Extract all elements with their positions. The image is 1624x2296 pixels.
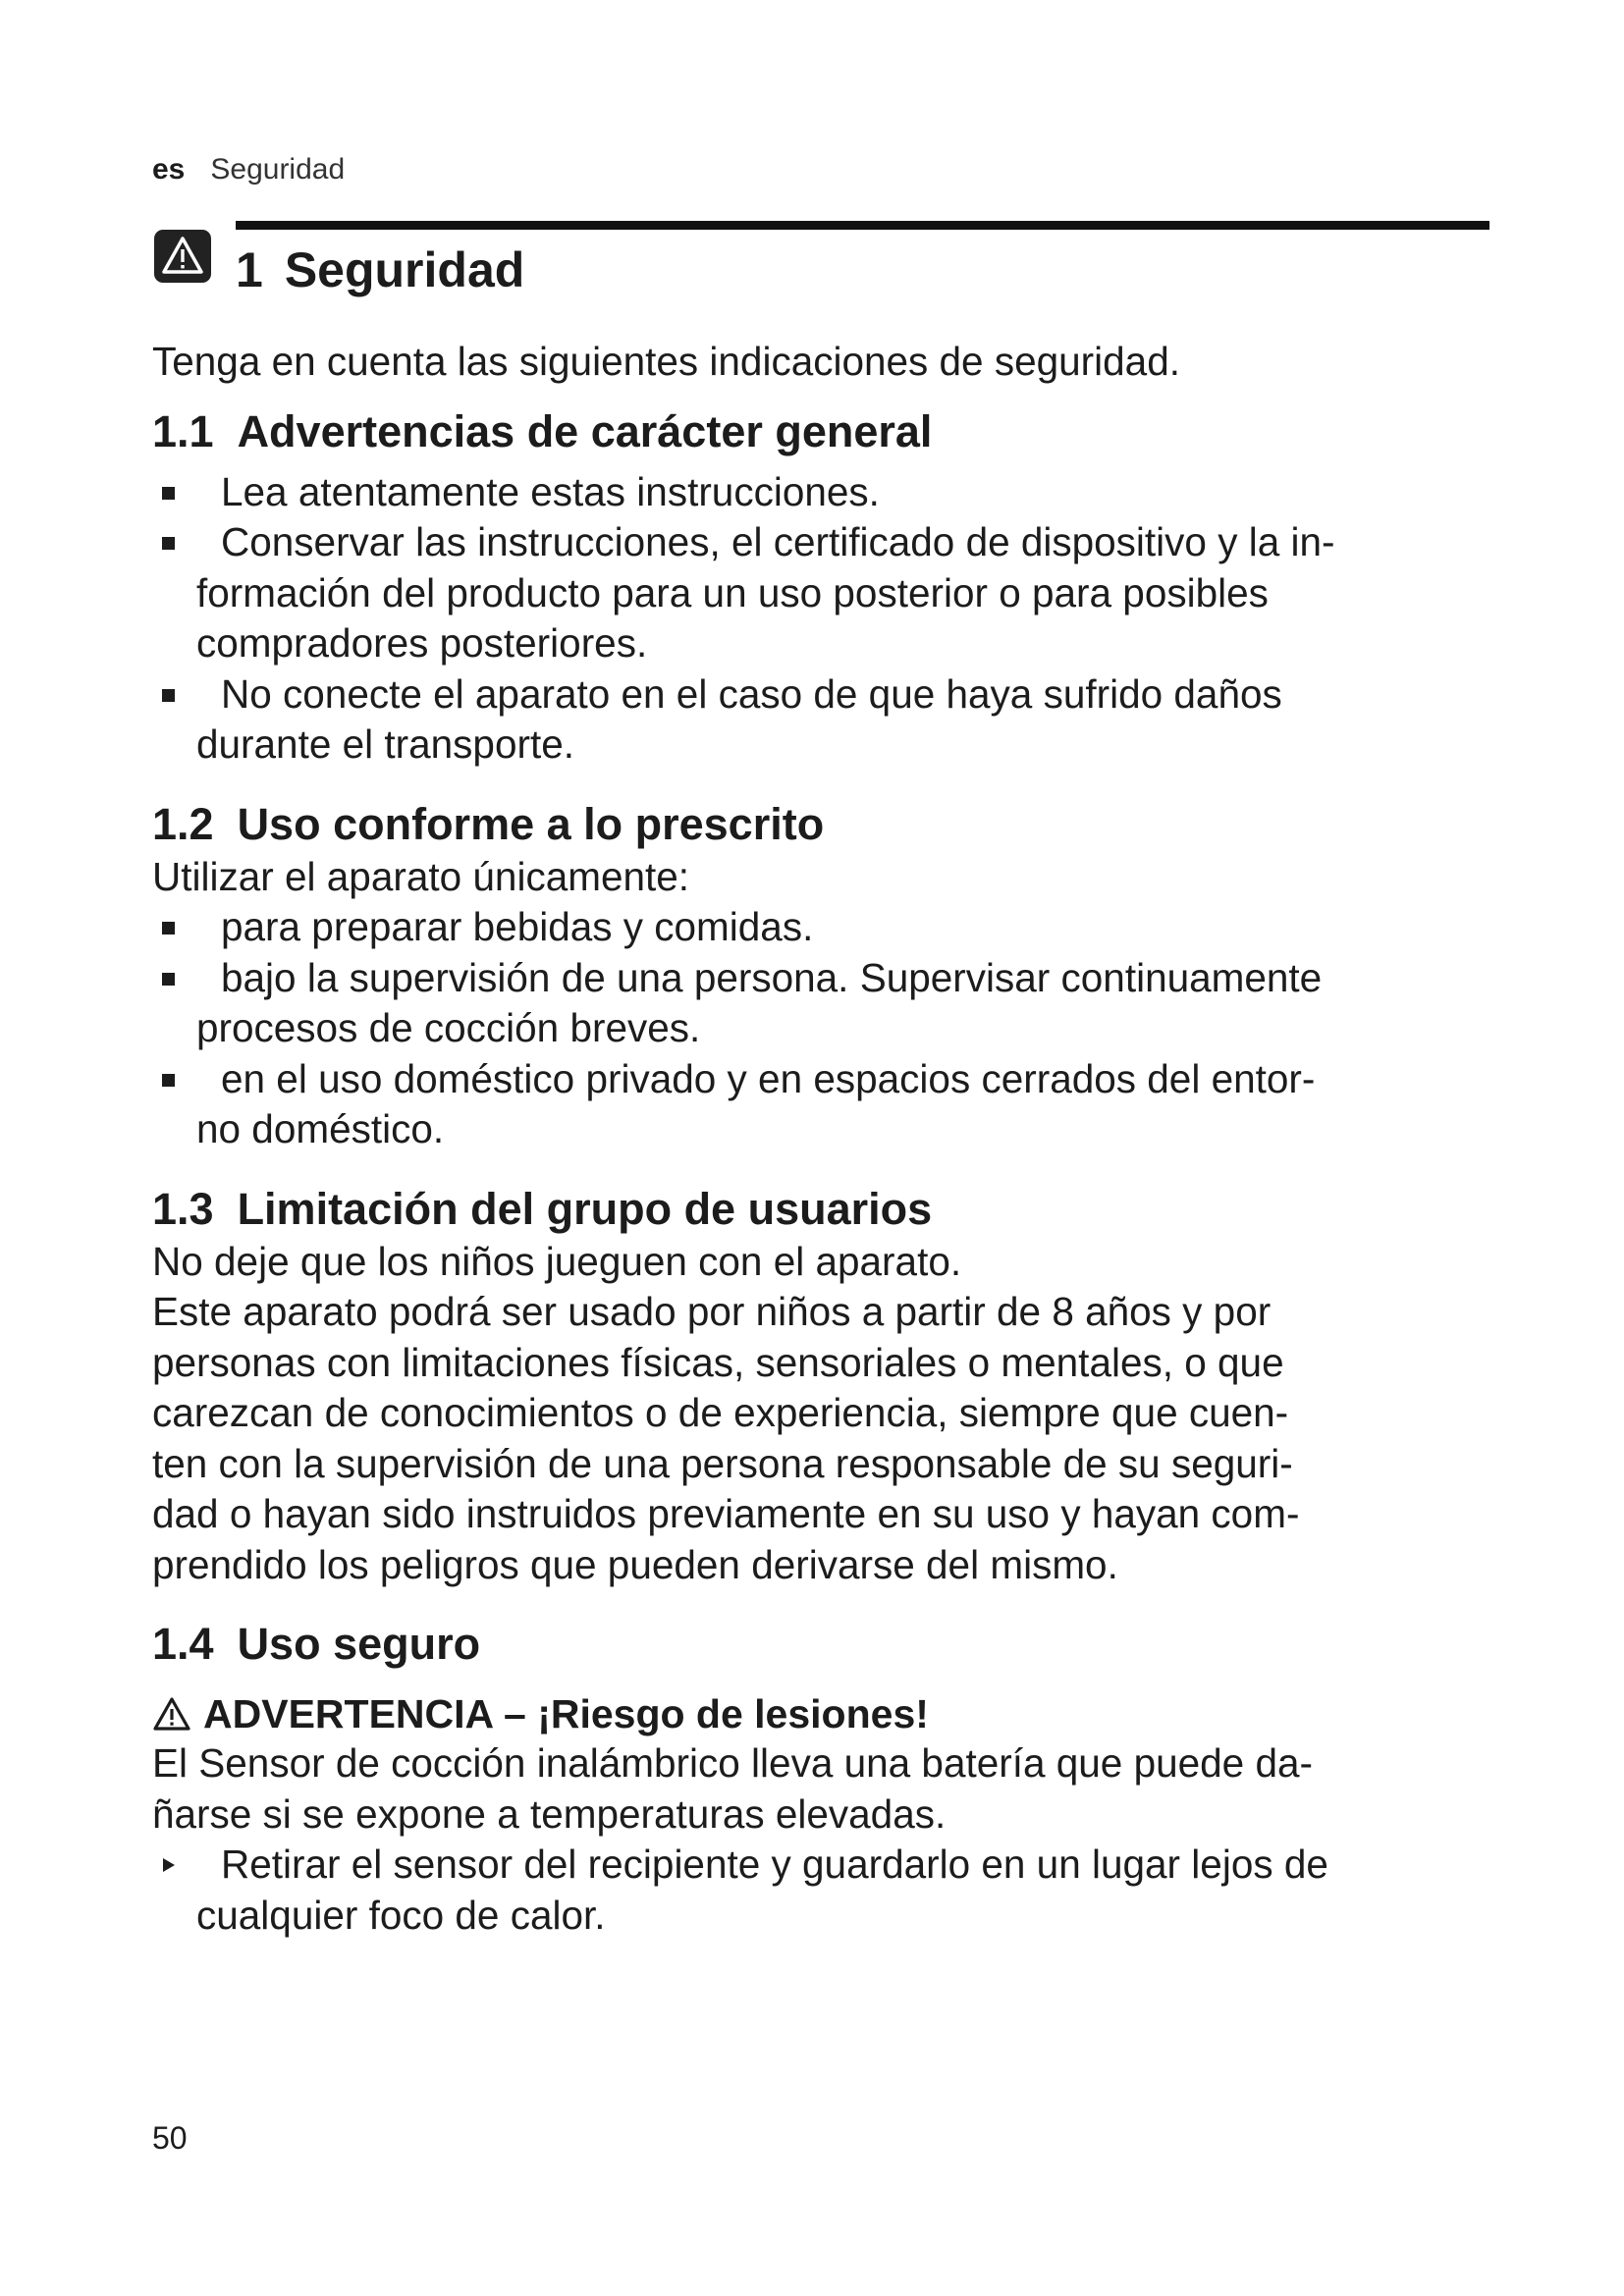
- item-text: procesos de cocción breves.: [196, 1005, 701, 1050]
- section-heading-1-2: [152, 797, 1497, 852]
- user-limitation-text: [152, 1237, 1497, 1591]
- item-text: No conecte el aparato en el caso de que haya sufrido daños: [221, 670, 1282, 717]
- text-line: carezcan de conocimientos o de experiencia, siempre que cuen-: [152, 1390, 1289, 1435]
- language-code: es: [152, 153, 186, 186]
- warning-triangle-icon: [152, 1696, 191, 1732]
- section-number: 1.2: [152, 798, 214, 849]
- section-heading-1-3: [152, 1182, 1497, 1237]
- text-line: ten con la supervisión de una persona responsable de su seguri-: [152, 1440, 1293, 1486]
- list-item: [152, 953, 1497, 1054]
- list-item: [152, 1054, 1497, 1155]
- item-text: en el uso doméstico privado y en espacios cerrados del entor-: [221, 1055, 1316, 1101]
- item-text: Lea atentamente estas instrucciones.: [221, 468, 880, 514]
- item-text: cualquier foco de calor.: [196, 1892, 606, 1938]
- section-intro: Utilizar el aparato únicamente:: [152, 853, 690, 899]
- list-item: [152, 467, 1497, 518]
- section-heading-1-4: [152, 1617, 1497, 1672]
- item-text: Conservar las instrucciones, el certificado de dispositivo y la in-: [221, 519, 1335, 564]
- item-text: bajo la supervisión de una persona. Supervisar continuamente: [221, 954, 1323, 1000]
- action-list: [152, 1840, 1497, 1941]
- list-item: [152, 1840, 1497, 1941]
- text-line: prendido los peligros que pueden derivarse del mismo.: [152, 1541, 1118, 1587]
- section-title: Advertencias de carácter general: [237, 405, 933, 456]
- chapter-rule: [236, 221, 1489, 230]
- chapter-title: [236, 241, 524, 298]
- list-item: [152, 517, 1497, 669]
- page-number: 50: [152, 2120, 188, 2156]
- warning-book-icon: [152, 228, 213, 285]
- text-line: dad o hayan sido instruidos previamente en su uso y hayan com-: [152, 1491, 1300, 1536]
- item-text: Retirar el sensor del recipiente y guardarlo en un lugar lejos de: [221, 1842, 1328, 1887]
- warning-text: ADVERTENCIA – ¡Riesgo de lesiones!: [203, 1691, 929, 1736]
- item-text: para preparar bebidas y comidas.: [221, 904, 814, 949]
- text-line: Este aparato podrá ser usado por niños a partir de 8 años y por: [152, 1289, 1272, 1334]
- list-item: [152, 669, 1497, 771]
- item-text: compradores posteriores.: [196, 620, 648, 666]
- text-line: personas con limitaciones físicas, sensoriales o mentales, o que: [152, 1339, 1284, 1385]
- section-number: 1.3: [152, 1183, 214, 1234]
- warning-label: [152, 1689, 1497, 1738]
- intro-text: Tenga en cuenta las siguientes indicaciones de seguridad.: [152, 339, 1180, 384]
- chapter-number: 1: [236, 242, 263, 297]
- page-content: [152, 337, 1497, 1941]
- item-text: formación del producto para un uso posterior o para posibles: [196, 569, 1269, 615]
- text-line: No deje que los niños jueguen con el aparato.: [152, 1238, 962, 1284]
- text-line: El Sensor de cocción inalámbrico lleva una batería que puede da-: [152, 1740, 1313, 1786]
- item-text: durante el transporte.: [196, 721, 574, 767]
- section-heading-1-1: [152, 404, 1497, 459]
- running-header: [152, 153, 345, 187]
- text-line: ñarse si se expone a temperaturas elevadas.: [152, 1790, 947, 1837]
- section-number: 1.4: [152, 1619, 214, 1669]
- section-title: Limitación del grupo de usuarios: [237, 1183, 933, 1234]
- running-title: Seguridad: [210, 153, 346, 186]
- intended-use-list: [152, 902, 1497, 1155]
- section-number: 1.1: [152, 405, 214, 456]
- general-warnings-list: [152, 467, 1497, 771]
- warning-description: [152, 1738, 1497, 1840]
- chapter-title-text: Seguridad: [284, 242, 525, 297]
- list-item: [152, 902, 1497, 953]
- section-title: Uso seguro: [237, 1619, 481, 1669]
- section-title: Uso conforme a lo prescrito: [237, 798, 825, 849]
- item-text: no doméstico.: [196, 1106, 445, 1151]
